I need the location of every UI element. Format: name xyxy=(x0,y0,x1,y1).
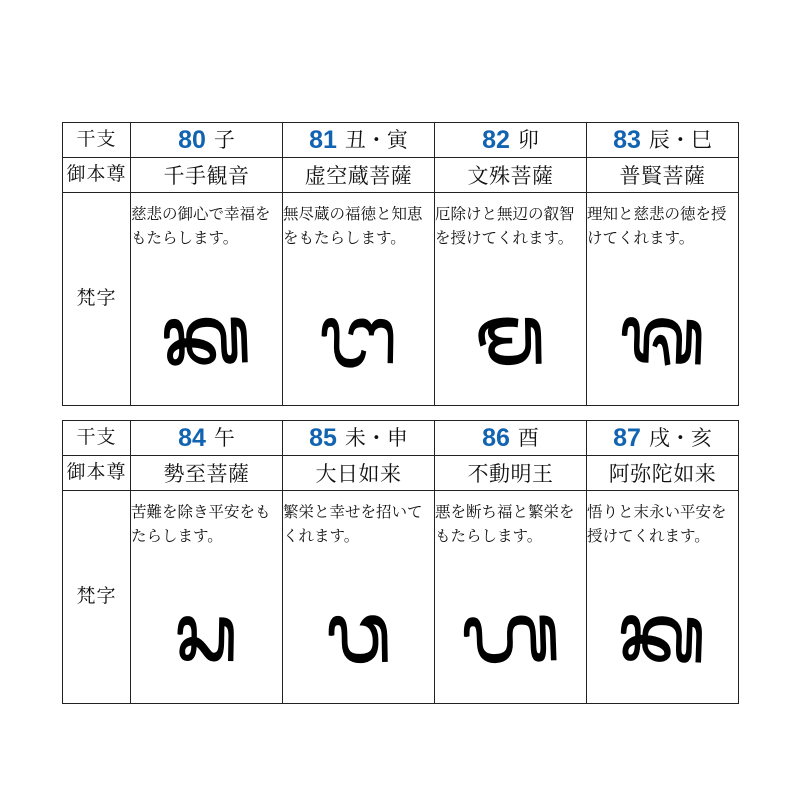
bonji-glyph-wrap xyxy=(587,575,738,693)
honzon-description: 苦難を除き平安をもたらします。 xyxy=(131,504,271,546)
eto-number: 86 xyxy=(482,423,510,452)
eto-sign: 卯 xyxy=(517,128,539,152)
eto-sign: 辰・巳 xyxy=(648,128,712,152)
honzon-description: 悪を断ち福と繁栄をもたらします。 xyxy=(435,504,575,546)
bonji-cell xyxy=(131,193,283,406)
eto-sign: 戌・亥 xyxy=(648,426,712,450)
bonji-glyph: ᬲ xyxy=(174,589,239,679)
bonji-glyph-wrap xyxy=(283,277,434,395)
table-row-eto xyxy=(63,421,739,456)
eto-number: 80 xyxy=(178,125,206,154)
row-label-eto: 干支 xyxy=(63,421,131,456)
eto-cell xyxy=(131,421,283,456)
honzon-description: 無尽蔵の福徳と知恵をもたらします。 xyxy=(283,206,423,248)
eto-number: 85 xyxy=(309,423,337,452)
eto-cell xyxy=(283,123,435,158)
honzon-name: 千手観音 xyxy=(131,158,283,193)
honzon-name: 勢至菩薩 xyxy=(131,456,283,491)
bonji-glyph-wrap xyxy=(587,277,738,395)
bonji-glyph-wrap xyxy=(131,575,282,693)
row-label-bonji: 梵字 xyxy=(63,491,131,704)
bonji-cell xyxy=(587,491,739,704)
eto-cell xyxy=(435,421,587,456)
eto-cell xyxy=(587,123,739,158)
eto-number: 84 xyxy=(178,423,206,452)
bonji-glyph-wrap xyxy=(435,277,586,395)
honzon-name: 普賢菩薩 xyxy=(587,158,739,193)
eto-sign: 午 xyxy=(213,426,235,450)
bonji-glyph: ᬞ xyxy=(319,291,398,381)
bonji-glyph-wrap xyxy=(131,277,282,395)
table-row-bonji xyxy=(63,491,739,704)
row-label-eto: 干支 xyxy=(63,123,131,158)
honzon-description: 繁栄と幸せを招いてくれます。 xyxy=(283,504,423,546)
row-label-honzon: 御本尊 xyxy=(63,456,131,491)
honzon-description: 理知と慈悲の徳を授けてくれます。 xyxy=(587,206,727,248)
eto-sign: 未・申 xyxy=(344,426,408,450)
table-row-eto xyxy=(63,123,739,158)
table-row-bonji xyxy=(63,193,739,406)
eto-cell xyxy=(435,123,587,158)
eto-number: 82 xyxy=(482,125,510,154)
bonji-glyph: ᬯ xyxy=(325,586,392,682)
table-row-honzon xyxy=(63,456,739,491)
bonji-glyph: ᬳ xyxy=(460,586,561,682)
bonji-cell xyxy=(435,193,587,406)
honzon-description: 慈悲の御心で幸福をもたらします。 xyxy=(131,206,271,248)
eto-number: 81 xyxy=(309,125,337,154)
eto-number: 83 xyxy=(613,125,641,154)
row-label-bonji: 梵字 xyxy=(63,193,131,406)
zodiac-honzon-sheet xyxy=(62,122,738,704)
eto-sign: 丑・寅 xyxy=(344,128,408,152)
honzon-name: 不動明王 xyxy=(435,456,587,491)
eto-sign: 酉 xyxy=(517,426,539,450)
eto-cell xyxy=(131,123,283,158)
bonji-glyph: ᬓ xyxy=(160,288,253,384)
bonji-glyph-wrap xyxy=(283,575,434,693)
zodiac-table-upper xyxy=(62,122,739,406)
eto-number: 87 xyxy=(613,423,641,452)
eto-sign: 子 xyxy=(213,128,235,152)
eto-cell xyxy=(587,421,739,456)
bonji-cell xyxy=(435,491,587,704)
honzon-name: 虚空蔵菩薩 xyxy=(283,158,435,193)
honzon-description: 悟りと末永い平安を授けてくれます。 xyxy=(587,504,727,546)
bonji-glyph: ᬰ xyxy=(618,289,707,383)
honzon-description: 厄除けと無辺の叡智を授けてくれます。 xyxy=(435,206,575,248)
bonji-glyph-wrap xyxy=(435,575,586,693)
bonji-cell xyxy=(283,491,435,704)
row-label-honzon: 御本尊 xyxy=(63,158,131,193)
bonji-glyph: ᬓ xyxy=(617,587,708,681)
table-row-honzon xyxy=(63,158,739,193)
honzon-name: 文殊菩薩 xyxy=(435,158,587,193)
bonji-glyph: ᬫ xyxy=(475,288,546,384)
bonji-cell xyxy=(587,193,739,406)
bonji-cell xyxy=(283,193,435,406)
bonji-cell xyxy=(131,491,283,704)
zodiac-table-lower xyxy=(62,420,739,704)
honzon-name: 阿弥陀如来 xyxy=(587,456,739,491)
eto-cell xyxy=(283,421,435,456)
honzon-name: 大日如来 xyxy=(283,456,435,491)
